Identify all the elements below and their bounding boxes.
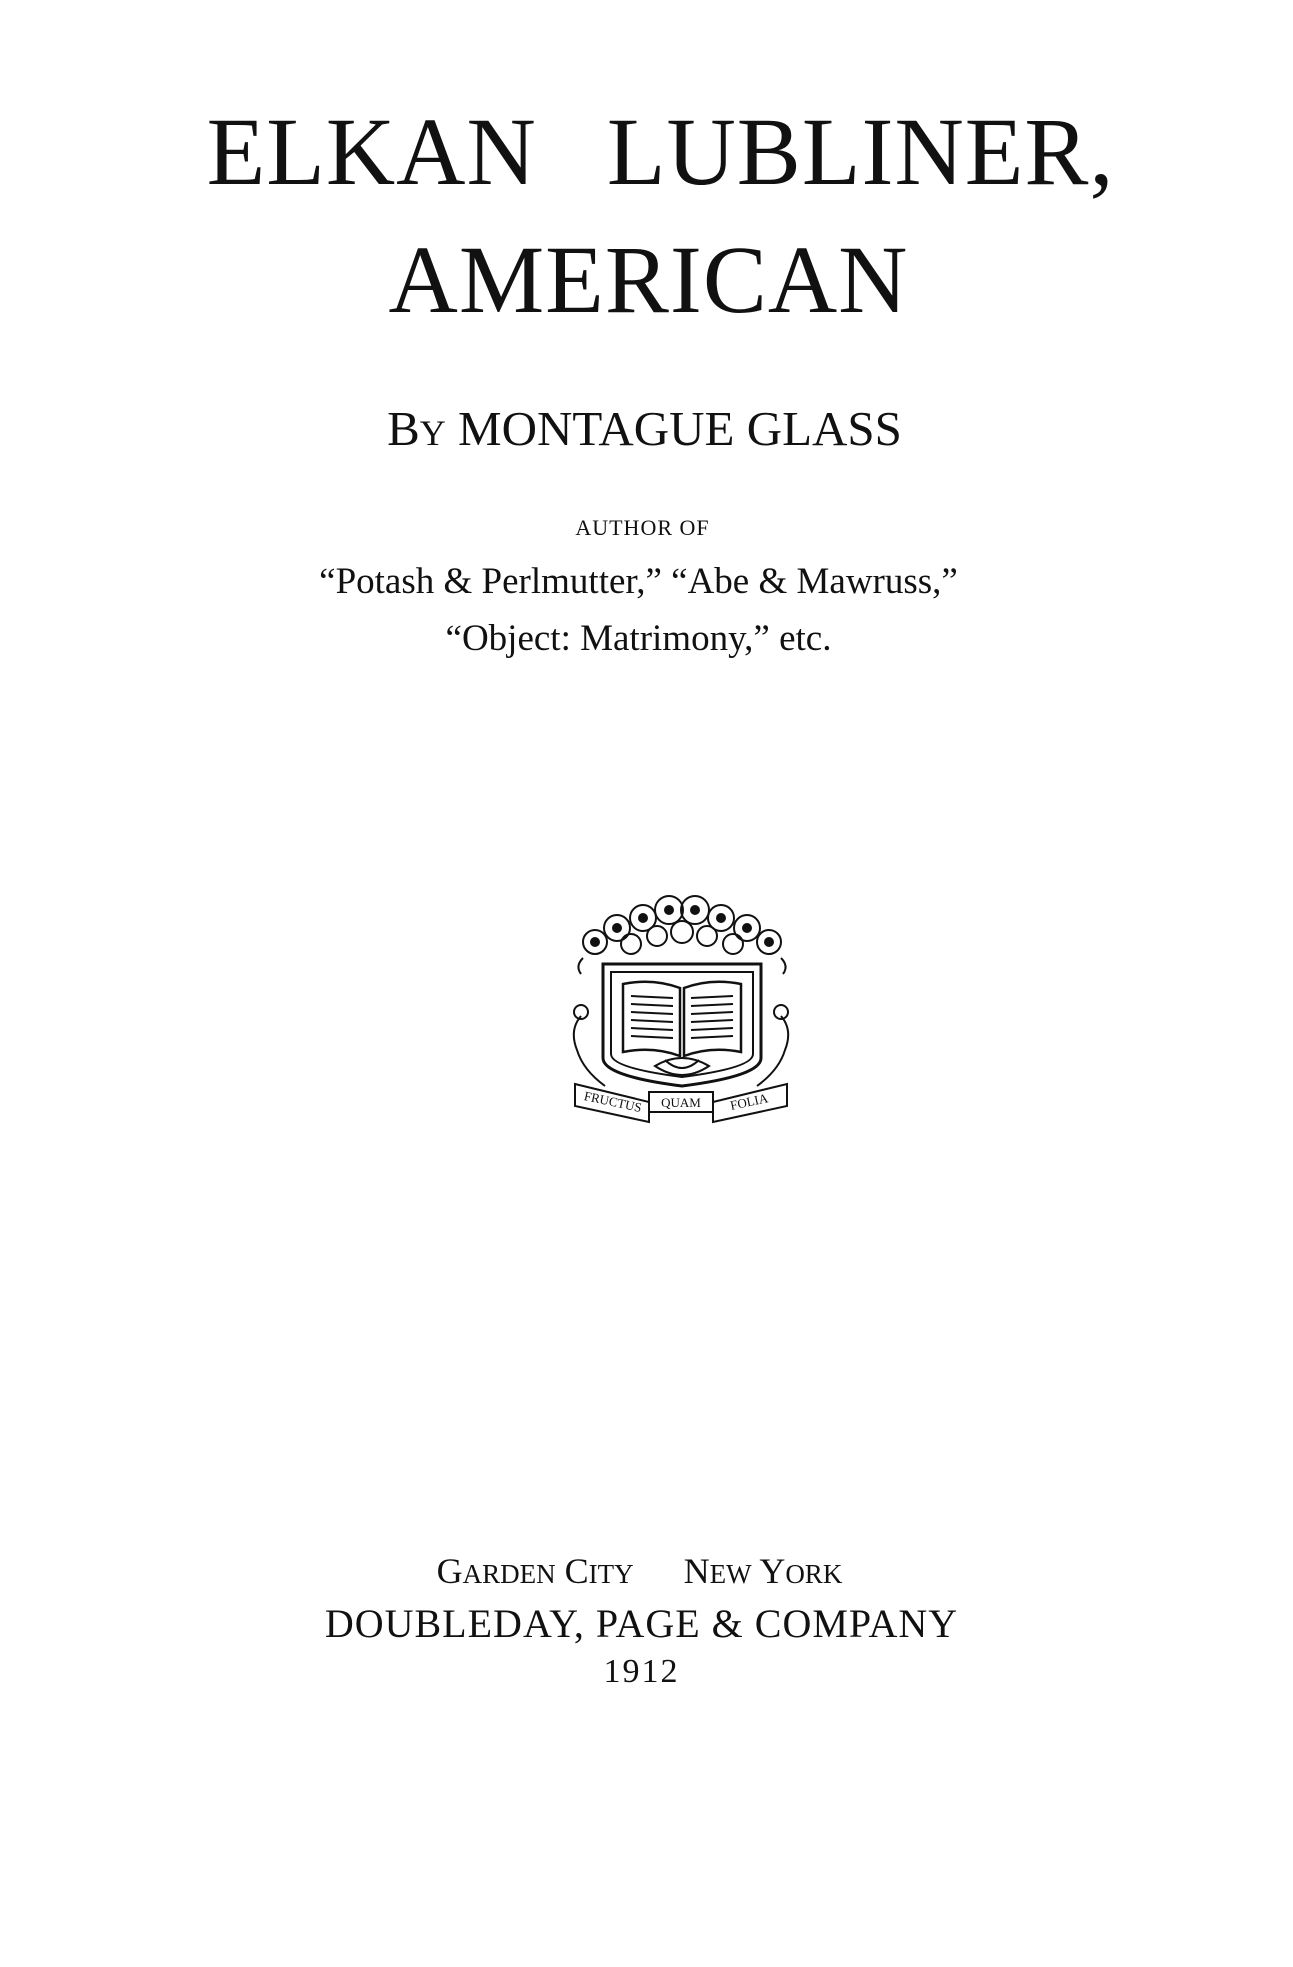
place-york-initial: Y	[759, 1551, 786, 1591]
other-works-line-1: “Potash & Perlmutter,” “Abe & Mawruss,”	[319, 561, 958, 602]
flower-wreath	[578, 896, 785, 974]
title-word-lubliner: LUBLINER,	[606, 98, 1115, 205]
motto-right: FOLIA	[728, 1090, 770, 1113]
open-book	[623, 982, 741, 1056]
place-garden-initial: G	[436, 1551, 463, 1591]
author-of-label: AUTHOR OF	[575, 515, 710, 540]
motto-left: FRUCTUS	[582, 1088, 644, 1116]
place-new-rest: EW	[709, 1559, 752, 1589]
publisher-name: DOUBLEDAY, PAGE & COMPANY	[324, 1601, 959, 1646]
imprint-place	[0, 1553, 1286, 1589]
byline-by-initial: B	[387, 401, 420, 456]
book-title-line-2: AMERICAN	[388, 226, 909, 333]
publisher-device-book-icon	[565, 880, 797, 1140]
author-name: MONTAGUE GLASS	[458, 401, 902, 456]
book-title-line-1	[14, 98, 1293, 205]
byline-by-rest: Y	[419, 413, 446, 453]
place-city-rest: ITY	[588, 1559, 634, 1589]
publication-year: 1912	[603, 1653, 680, 1690]
other-works-line-2: “Object: Matrimony,” etc.	[445, 618, 832, 659]
place-york-rest: ORK	[785, 1559, 843, 1589]
author-byline	[0, 401, 1291, 456]
place-new-initial: N	[683, 1551, 710, 1591]
title-word-elkan: ELKAN	[206, 98, 537, 205]
place-city-initial: C	[564, 1551, 589, 1591]
place-garden-rest: ARDEN	[462, 1559, 556, 1589]
motto-center: QUAM	[661, 1095, 701, 1110]
